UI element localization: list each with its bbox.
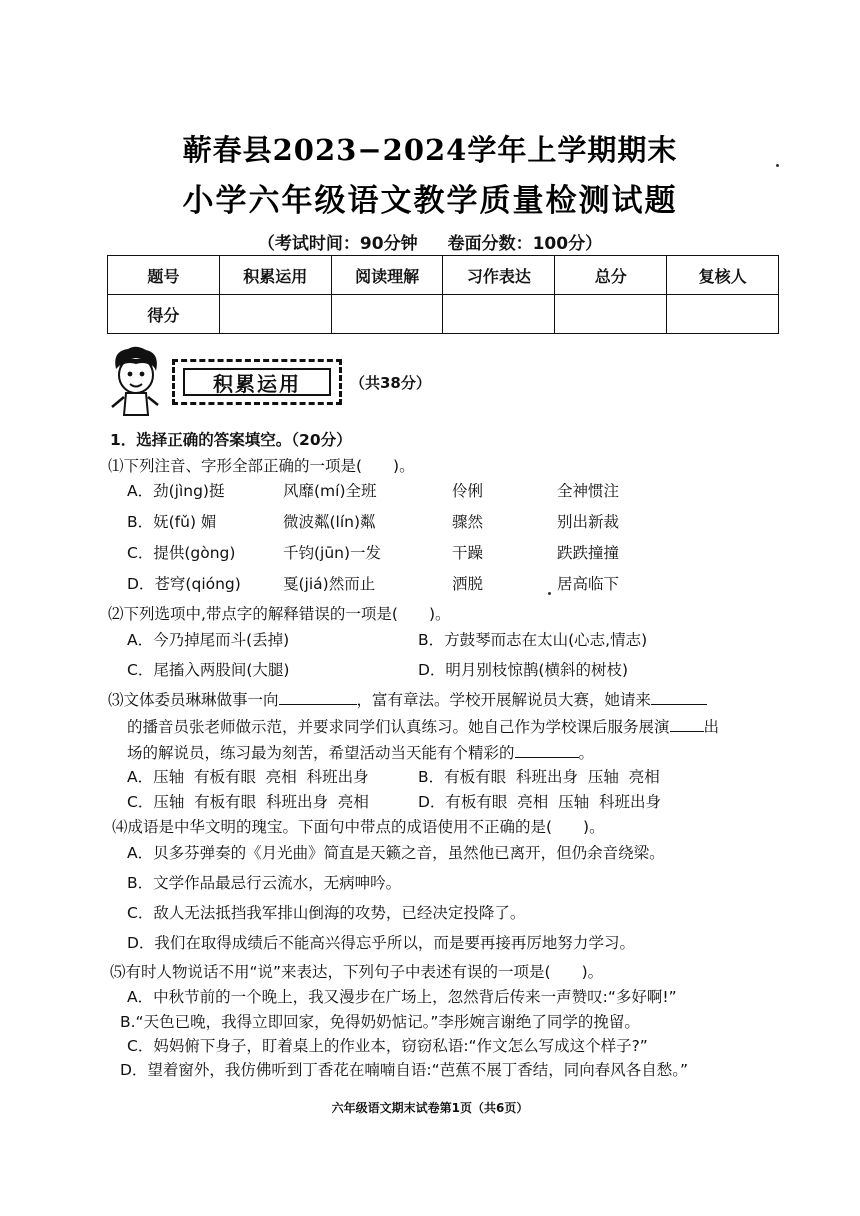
question-stem-line xyxy=(127,743,594,763)
option-text[interactable]: D．望着窗外，我仿佛听到丁香花在喃喃自语:“芭蕉不展丁香结，同向春风各自愁。” xyxy=(120,1061,688,1079)
stem-text: ，富有章法。学校开展解说员大赛，她请来 xyxy=(356,691,652,709)
option-text[interactable]: D．有板有眼 亮相 压轴 科班出身 xyxy=(418,793,661,811)
option-text[interactable]: C．敌人无法抵挡我军排山倒海的攻势，已经决定投降了。 xyxy=(127,904,526,922)
answer-blank[interactable] xyxy=(279,690,357,705)
score-cell: 阅读理解 xyxy=(331,256,443,295)
option-text[interactable]: A．中秋节前的一个晚上，我又漫步在广场上，忽然背后传来一声赞叹:“多好啊!” xyxy=(127,988,677,1006)
option-text: 跌跌撞撞 xyxy=(557,544,620,562)
question-heading: 1．选择正确的答案填空。（20分） xyxy=(110,431,352,449)
option-text[interactable]: C．妈妈俯下身子，盯着桌上的作业本，窃窃私语:“作文怎么写成这个样子?” xyxy=(127,1037,648,1055)
exam-title-line2: 小学六年级语文教学质量检测试题 xyxy=(182,183,678,219)
score-input-cell[interactable] xyxy=(443,295,555,334)
question-stem-line xyxy=(127,717,719,737)
scan-speck xyxy=(776,164,779,167)
option-text: 千钧(jūn)一发 xyxy=(283,544,382,562)
option-text: 全神惯注 xyxy=(557,482,620,500)
score-cell: 总分 xyxy=(555,256,667,295)
stem-text: 的播音员张老师做示范，并要求同学们认真练习。她自己作为学校课后服务展演 xyxy=(127,718,670,736)
exam-info xyxy=(0,229,860,254)
option-text[interactable]: C．提供(gòng) xyxy=(127,544,236,562)
score-cell: 复核人 xyxy=(667,256,779,295)
option-text: 戛(jiá)然而止 xyxy=(283,575,376,593)
stem-text: 。 xyxy=(578,744,595,762)
scan-speck xyxy=(548,592,551,595)
page-footer: 六年级语文期末试卷第1页（共6页） xyxy=(331,1101,529,1115)
option-text: 风靡(mí)全班 xyxy=(283,482,377,500)
option-text[interactable]: B．有板有眼 科班出身 压轴 亮相 xyxy=(418,768,660,786)
score-table-score-row xyxy=(108,295,779,334)
option-text[interactable]: B．文学作品最忌行云流水，无病呻吟。 xyxy=(127,874,402,892)
stem-text: ⑶文体委员琳琳做事一向 xyxy=(108,691,279,709)
score-cell: 得分 xyxy=(108,295,220,334)
score-table xyxy=(107,255,779,334)
question-stem-line xyxy=(108,690,707,710)
question-stem: ⑵下列选项中,带点字的解释错误的一项是( )。 xyxy=(108,605,451,623)
option-text[interactable]: A．今乃掉尾而斗(丢掉) xyxy=(127,631,290,649)
option-text: 微波粼(lín)粼 xyxy=(283,513,376,531)
option-text: 伶俐 xyxy=(452,482,484,500)
score-input-cell[interactable] xyxy=(555,295,667,334)
option-text: 骤然 xyxy=(452,513,484,531)
option-text[interactable]: C．尾搐入两股间(大腿) xyxy=(127,661,290,679)
score-table-header-row xyxy=(108,256,779,295)
option-text[interactable]: D．明月别枝惊鹊(横斜的树枝) xyxy=(418,661,629,679)
option-text: 干躁 xyxy=(452,544,484,562)
option-text[interactable]: A．贝多芬弹奏的《月光曲》简直是天籁之音，虽然他已离开，但仍余音绕梁。 xyxy=(127,844,665,862)
section-title: 积累运用 xyxy=(183,368,331,396)
option-text: 居高临下 xyxy=(557,575,620,593)
answer-blank[interactable] xyxy=(515,743,579,758)
section-banner xyxy=(172,359,342,405)
question-stem: ⑸有时人物说话不用“说”来表达，下列句子中表述有误的一项是( )。 xyxy=(110,963,604,981)
exam-time: （考试时间：90分钟 xyxy=(257,234,418,254)
stem-text: 出 xyxy=(703,718,720,736)
answer-blank[interactable] xyxy=(670,717,704,732)
option-text[interactable]: D．我们在取得成绩后不能高兴得忘乎所以，而是要再接再厉地努力学习。 xyxy=(127,934,635,952)
option-text[interactable]: C．压轴 有板有眼 科班出身 亮相 xyxy=(127,793,369,811)
option-text[interactable]: A．压轴 有板有眼 亮相 科班出身 xyxy=(127,768,369,786)
cartoon-boy-icon xyxy=(106,345,164,417)
option-text[interactable]: B．妩(fǔ) 媚 xyxy=(127,513,217,531)
score-input-cell[interactable] xyxy=(219,295,331,334)
answer-blank[interactable] xyxy=(651,690,707,705)
score-cell: 积累运用 xyxy=(219,256,331,295)
score-cell: 题号 xyxy=(108,256,220,295)
stem-text: 场的解说员，练习最为刻苦，希望活动当天能有个精彩的 xyxy=(127,744,515,762)
exam-total-score: 卷面分数：100分） xyxy=(447,234,603,254)
option-text[interactable]: B.“天色已晚，我得立即回家，免得奶奶惦记。”李彤婉言谢绝了同学的挽留。 xyxy=(120,1013,640,1031)
option-text[interactable]: A．劲(jìng)挺 xyxy=(127,482,225,500)
score-input-cell[interactable] xyxy=(331,295,443,334)
option-text[interactable]: B．方鼓琴而志在太山(心志,情志) xyxy=(418,631,648,649)
question-stem: ⑷成语是中华文明的瑰宝。下面句中带点的成语使用不正确的是( )。 xyxy=(112,818,605,836)
section-points: （共38分） xyxy=(350,374,431,392)
exam-title-line1: 蕲春县2023−2024学年上学期期末 xyxy=(182,133,678,167)
question-stem: ⑴下列注音、字形全部正确的一项是( )。 xyxy=(108,457,415,475)
option-text[interactable]: D．苍穹(qióng) xyxy=(127,575,241,593)
option-text: 洒脱 xyxy=(452,575,484,593)
option-text: 别出新裁 xyxy=(557,513,620,531)
score-input-cell[interactable] xyxy=(667,295,779,334)
score-cell: 习作表达 xyxy=(443,256,555,295)
